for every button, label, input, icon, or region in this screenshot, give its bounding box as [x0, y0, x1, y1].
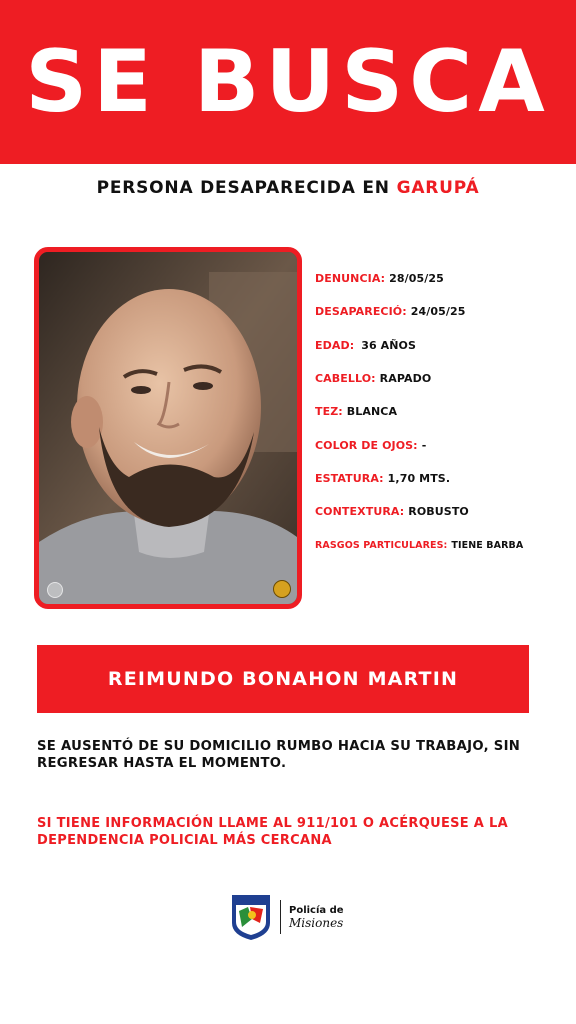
- police-shield-icon: [230, 893, 272, 941]
- detail-label: EDAD:: [315, 338, 355, 352]
- logo-text: [289, 905, 344, 930]
- portrait-image: [39, 252, 297, 604]
- detail-label: CONTEXTURA:: [315, 505, 405, 519]
- detail-denuncia: [315, 262, 565, 295]
- logo-line-1: Policía de: [289, 904, 344, 916]
- detail-label: COLOR DE OJOS:: [315, 438, 418, 452]
- detail-value: 24/05/25: [410, 305, 466, 319]
- detail-label: ESTATURA:: [315, 471, 384, 485]
- detail-label: CABELLO:: [315, 372, 376, 386]
- detail-label: RASGOS PARTICULARES:: [315, 539, 448, 551]
- logo-line-2: Misiones: [289, 915, 344, 930]
- details-list: [315, 262, 565, 562]
- detail-color-ojos: [315, 428, 565, 461]
- missing-person-photo: [34, 247, 302, 609]
- police-logo: [230, 893, 344, 941]
- subtitle-prefix: PERSONA DESAPARECIDA EN: [96, 178, 397, 198]
- detail-cabello: [315, 362, 565, 395]
- detail-value: RAPADO: [379, 372, 432, 386]
- subtitle: [0, 178, 576, 198]
- detail-value: 1,70 MTS.: [387, 471, 451, 485]
- detail-value: 28/05/25: [389, 272, 444, 286]
- name-banner: [37, 645, 529, 713]
- camera-icon: [47, 582, 63, 598]
- person-name: REIMUNDO BONAHON MARTIN: [107, 668, 459, 690]
- detail-estatura: [315, 462, 565, 495]
- logo-divider: [280, 900, 281, 934]
- detail-edad: [315, 329, 565, 362]
- subtitle-location: GARUPÁ: [396, 178, 480, 198]
- header-banner: [0, 0, 576, 164]
- detail-value: BLANCA: [346, 405, 398, 419]
- detail-value: -: [421, 438, 427, 452]
- description-text: SE AUSENTÓ DE SU DOMICILIO RUMBO HACIA SU TRABAJO, SIN REGRESAR HASTA EL MOMENTO.: [37, 739, 521, 771]
- detail-label: DESAPARECIÓ:: [315, 305, 407, 319]
- detail-desaparecio: [315, 295, 565, 328]
- detail-label: DENUNCIA:: [315, 272, 386, 286]
- detail-tez: [315, 395, 565, 428]
- contact-info: SI TIENE INFORMACIÓN LLAME AL 911/101 O ACÉRQUESE A LA DEPENDENCIA POLICIAL MÁS CERCANA: [37, 816, 508, 848]
- detail-rasgos: [315, 528, 565, 561]
- detail-value: ROBUSTO: [408, 505, 469, 519]
- detail-contextura: [315, 495, 565, 528]
- badge-icon: [273, 580, 291, 598]
- detail-value: TIENE BARBA: [451, 539, 524, 551]
- detail-label: TEZ:: [315, 405, 343, 419]
- page-title: SE BUSCA: [25, 32, 551, 132]
- detail-value: 36 AÑOS: [361, 338, 417, 352]
